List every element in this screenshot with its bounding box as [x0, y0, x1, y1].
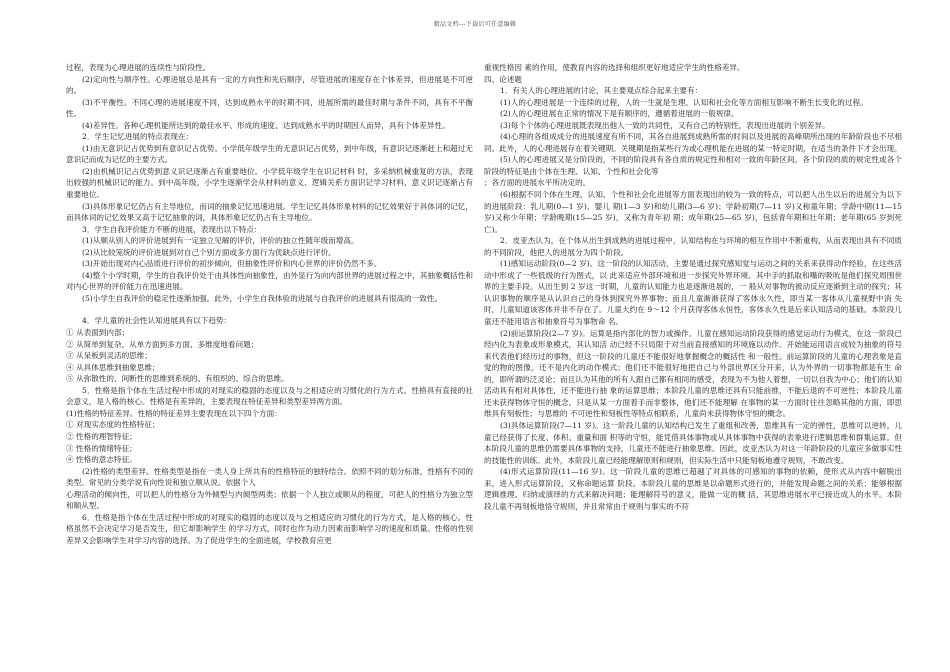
left-column-paragraph: (2)从比较笼统的评价进展到对自己个别方面或多方面行为优缺点进行评价。 — [82, 247, 336, 257]
left-column-paragraph: 2．学生记忆进展的特点表现在： — [82, 132, 194, 142]
left-column-paragraph: 6．性格是指个体在生活过程中形成的对现实的稳固的态度以及与之相适应的习惯化的行为方式，是人格的核心。性格虽然不会决定学习是否发生，但它却影响学生 的学习方式，同时也作为动力因素而影响学习的速度和质量。性格的性别差异又会影响学生对学习内容的选择。为了促进学生的全面进展，学校教育应更 — [66, 512, 473, 545]
left-column-paragraph: (2)由机械识记占优势到意义识记逐渐占有重要地位。小学低年级学生在识记材料 时，多采纳机械重复的方法，表现出较强的机械识记的能力。到中高年级，小学生逐渐学会从材料的意义、逻辑关系方面识记学习材料，意义识记逐渐占有重要地位。 — [66, 166, 473, 200]
right-column — [484, 62, 902, 512]
right-column-paragraph: 重视性格因 素的作用，使教育内容的选择和组织更好地适应学生的性格差异。 — [484, 63, 745, 72]
right-column-paragraph: 四、论述题 — [484, 74, 522, 84]
left-column-paragraph: (4)差异性。各种心理机能所达到的最佳水平、形成的速度、达到成熟水平的时期因人而异，具有个体差异性。 — [82, 120, 450, 130]
right-column-paragraph: ；各方面的进展水平所决定的。 — [484, 178, 591, 188]
right-column-paragraph: (6)根据不同个体在生理、认知、个性和社会化进展等方面表现出的较为一致的特点，可以把人出生以后的进展分为以下的进展阶段：乳儿期(0—1 岁)、婴儿 期(1—3 岁)和幼儿期(3—6 岁)；学龄初期(7—11 岁)又称童年期；学龄中期(11—15 岁)又称少年期；学龄晚期(15—25 岁)，又称为青年初 期；成年期(25—65 岁)，包括青年期和壮年期；老年期(65 岁到死亡)。 — [484, 190, 902, 234]
left-column-paragraph: (4)整个小学时期，学生的自我评价处于由具体性向抽象性，由外显行为向内部世界的进展过程之中，其抽象概括性和对内心世界的评价能力在迅速进展。 — [66, 270, 473, 292]
left-column-paragraph: ② 性格的理智特征； — [66, 431, 137, 441]
right-column-paragraph: 2．皮亚杰认为，在个体从出生到成熟的进展过程中，认知结构在与环境的相互作用中不断重构，从而表现出具有不同质的不同阶段，他把人的进展分为四个阶段。 — [484, 236, 902, 257]
left-column-paragraph: 心理活动的倾向性，可以把人的性格分为外倾型与内倾型两类；依据一个人独立或顺从的程度，可把人的性格分为独立型和顺从型。 — [66, 489, 473, 511]
left-column-paragraph: (1)由无意识记占优势到有意识记占优势。小学低年级学生的无意识记占优势，到中年级，有意识记逐渐赶上和超过无意识记而成为记忆的主要方式。 — [66, 143, 473, 165]
right-column-paragraph: (4)形式运算阶段(11—16 岁)。这一阶段儿童的思维已超越了对具体的可感知的事物的依赖，使形式从内容中解脱出来，进入形式运算阶段，又称命题运算 阶段。本阶段儿童的思维是以命题形式进行的，并能发现命题之间的关系；能够根据逻辑推理、归纳或演绎的方式来解决问题；能理解符号的意义，能做一定的概 括，其思维进展水平已接近成人的水平。本阶段儿童不再刻板地恪守规则，并且常常由于规则与事实的不符 — [484, 467, 902, 511]
left-column-paragraph: ④ 性格的意志特征。 — [66, 455, 137, 465]
left-column-paragraph: ⑤ 从弥散性的、间断性的思维到系统的、有组织的、综合的思维。 — [66, 374, 289, 384]
right-column-paragraph: (1)感知运动阶段(0—2 岁)。这一阶段的认知活动，主要是通过探究感知觉与运动之间的关系来获得动作经验，在这些活动中形成了一些低级的行为图式，以 此来适应外部环境和进一步探究外界环境。其中手的抓取和嘴的吸吮是他们探究周围世界的主要手段。从出生到 2 岁这一时期，儿童的认知能力也是逐渐进展的，一 般从对事物的被动反应逐渐到主动的探究；其认识事物的顺序是从认识自己的身体到探究外界事物；而且儿童渐渐获得了客体永久性，即当某一客体从儿童视野中消 失时，儿童知道该客体并非不存在了。儿童大约在 9～12 个月获得客体永恒性，客体永久性是后来认知活动的基础。本阶段儿童还不能用语言和抽象符号为事物命 名。 — [484, 259, 902, 327]
right-column-paragraph: (2)人的心理进展在正常的情况下是有顺序的，遵循着进展的一般规律。 — [500, 109, 739, 119]
left-column-paragraph: ② 从简单到复杂，从单方面到多方面、多维度地看问题； — [66, 339, 259, 349]
right-column-paragraph: (5)人的心理进展又是分阶段的，不同的阶段具有各自质的规定性和相对一致的年龄区间。各个阶段的质的规定性或各个阶段的特征是由个体在生理、认知、个性和社会化等 — [484, 155, 902, 176]
right-column-paragraph: (4)心理的各组成成分的进展速度有所不同，其各自进展到成熟所需的时间以及进展的高峰期所出现的年龄阶段也不尽相同。此外，人的心理进展存在着关键期。关键期是指某些行为或心理机能在进展的某一特定时期，在适当的条件下才会出现。 — [484, 132, 902, 153]
left-column-paragraph: (3)具体形象记忆仍占有主导地位，而词的抽象记忆迅速进展。学生记忆具体形象材料的记忆效果好于具体词的记忆，而具体词的记忆效果又高于记忆抽象的词，具体形象记忆仍占有主导地位。 — [66, 201, 473, 223]
left-column-paragraph: (2)性格的类型差异。性格类型是指在一类人身上所共有的性格特征的独特结合。依照不同的划分标准，性格有不同的类型。常见的分类学说有向性说和独立顺从说。依据个人 — [66, 466, 473, 488]
left-column-paragraph: ① 对现实态度的性格特征； — [66, 420, 160, 430]
right-column-paragraph: (3)每个个体的心理进展既表现出他人一致的共同性，又有自己的特别性，表现出进展的个别差异。 — [500, 120, 830, 130]
right-column-paragraph: (3)具体运算阶段(7—11 岁)。这一阶段儿童的认知结构已发生了重组和改善，思维具有一定的弹性，思维可以逆转，儿童已经获得了长度、体积、重量和面 积等的守恒，能凭借具体事物或从具体事物中获得的表象进行逻辑思维和群集运算。但本阶段儿童的思维仍需要具体事物的支持，儿童还不能进行抽象思维。因此，皮亚杰认为对这一年龄阶段的儿童应多做事实性的技能性的训练。此外，本阶段儿童已经能理解原则和规则，但实际生活中只能刻板地遵守规则，不敢改变。 — [484, 420, 902, 465]
left-column-paragraph: 5．性格是指个体在生活过程中形成的对现实的稳固的态度以及与之相适应的习惯化的行为方式。性格具有直接的社会意义，是人格的核心。性格是有差异的，主要表现在特征差异和类型差异两方面。 — [66, 385, 473, 407]
right-column-paragraph: (1)人的心理进展是一个连续的过程，人的一生就是生理、认知和社会化等方面相互影响不断生长变化的过程。 — [500, 97, 868, 107]
left-column-paragraph: 4．学儿童的社会性认知进展具有以下趋势： — [82, 316, 232, 326]
left-column-paragraph: (3)开始出现对内心品质进行评价的初步倾向，但抽象性评价和内心世界的评价仍然不多。 — [82, 259, 382, 269]
left-column-paragraph: (1)性格的特征差异。性格的特征差异主要表现在以下四个方面： — [66, 408, 282, 418]
left-column — [66, 62, 473, 546]
paragraph-spacer — [66, 304, 473, 315]
left-column-paragraph: ③ 性格的情绪特征； — [66, 443, 137, 453]
left-column-paragraph: (1)从顺从别人的评价进展到有一定独立见解的评价，评价的独立性随年级而增高。 — [82, 236, 359, 246]
right-column-paragraph: (2)前运算阶段(2—7 岁)。运算是指内部化的智力或操作。儿童在感知运动阶段获得的感觉运动行为模式，在这一阶段已经内化为表象或形象模式，其认知活 动已经不只局限于对当前直接感知的环境施以动作。开始能运用语言或较为抽象的符号来代表他们经历过的事物，但这一阶段的儿童还不能很好地掌握概念的概括性 和一般性。前运算阶段的儿童的心理表象是直觉的物的图像，还不是内化的动作模式；他们还不能很好地把自己与外部世界区分开来，认为外界的一切事物都是有生 命的，即所谓的泛灵论；而且认为其他的所有人跟自己都有相同的感受，表现为不为他人着想，一切以自我为中心；他们的认知活动具有相对具体性，还不能进行抽 象的运算思维；本阶段儿童的思维还具有只能前推，不能后退的不可逆性；本阶段儿童还未获得物体守恒的概念，只是从某一方面着手而非整体，他们还不能理解 在事物的某一方面时往往忽略其他的方面，即思维具有刻板性；与思维的 不可逆性和刻板性等特点相联系，儿童尚未获得物体守恒的概念。 — [484, 328, 902, 419]
right-column-paragraph: 1．有关人的心理进展的讨论，其主要观点综合起来主要有： — [500, 86, 703, 96]
left-column-paragraph: ① 从表面到内部； — [66, 328, 130, 338]
left-column-paragraph: 3．学生自我评价能力不断的进展，表现出以下特点： — [82, 224, 262, 234]
left-column-paragraph: ③ 从呆板到灵活的思维； — [66, 351, 152, 361]
left-column-paragraph: (2)定向性与顺序性。心理进展总是具有一定的方向性和先后顺序，尽管进展的速度存在个体差异，但进展是不可逆的。 — [66, 74, 473, 96]
left-column-paragraph: (3)不平衡性。不同心理的进展速度不同，达到成熟水平的时期不同，进展所需的最佳时期与条件不同，具有不平衡性。 — [66, 97, 473, 119]
left-column-paragraph: 过程，表现为心理进展的连续性与阶段性。 — [66, 63, 211, 72]
page-header: 精品文档---下载后可任意编辑 — [433, 21, 517, 28]
left-column-paragraph: (5)小学生自我评价的稳定性逐渐加强。此外，小学生自我体验的进展与自我评价的进展具有很高的一致性。 — [82, 293, 443, 303]
left-column-paragraph: ④ 从具体思维到抽象思维； — [66, 362, 160, 372]
